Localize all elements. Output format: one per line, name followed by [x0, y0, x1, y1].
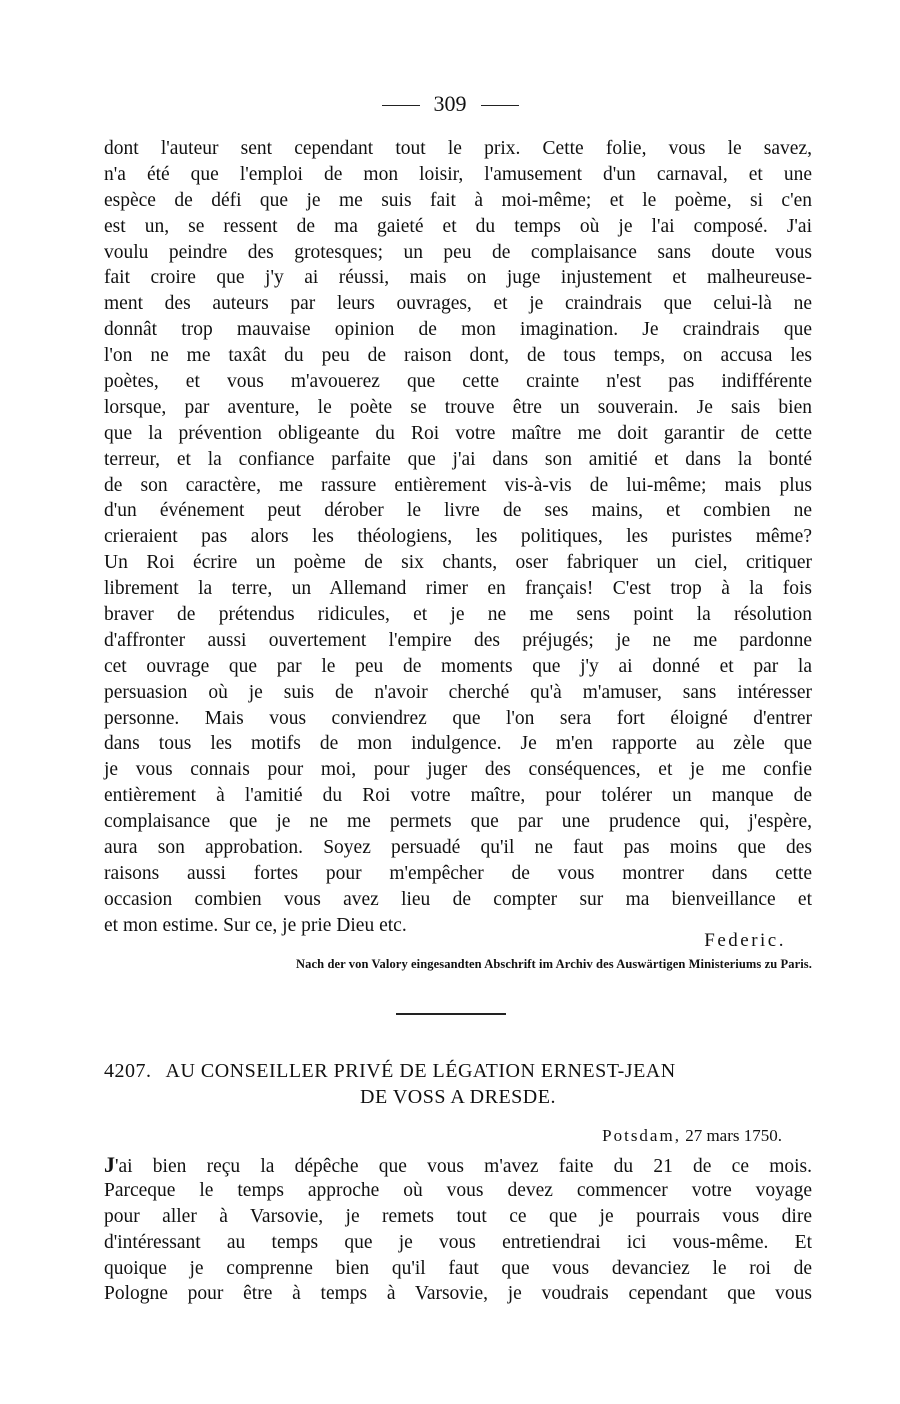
letter-4206-line: ment des auteurs par leurs ouvrages, et je craindrais que celui-là ne: [104, 293, 812, 315]
letter-4206-line: donnât trop mauvaise opinion de mon imagination. Je craindrais que: [104, 319, 812, 341]
first-line-text: 'ai bien reçu la dépêche que vous m'avez faite du 21 de ce mois.: [115, 1156, 812, 1177]
heading-line-2: DE VOSS A DRESDE.: [360, 1086, 556, 1108]
letter-4206-line: entièrement à l'amitié du Roi votre maître, pour tolérer un manque de: [104, 785, 812, 807]
letter-4207-heading: [104, 1058, 812, 1110]
letter-4207-line: Parceque le temps approche où vous devez commencer votre voyage: [104, 1179, 812, 1201]
letter-4206-line: et mon estime. Sur ce, je prie Dieu etc.: [104, 914, 407, 936]
letter-number: 4207.: [104, 1060, 152, 1082]
letter-4206-line: raisons aussi fortes pour m'empêcher de vous montrer dans cette: [104, 862, 812, 884]
page-number-value: 309: [433, 91, 467, 116]
letter-4206-line: terreur, et la confiance parfaite que j'ai dans son amitié et dans la bonté: [104, 448, 812, 470]
letter-4206-line: crieraient pas alors les théologiens, les politiques, les puristes même?: [104, 526, 812, 548]
letter-4206-line: est un, se ressent de ma gaieté et du temps où je l'ai composé. J'ai: [104, 215, 812, 237]
page-number: [0, 90, 900, 118]
page-number-left-dash: [382, 105, 420, 106]
letter-4206-line: d'un événement peut dérober le livre de ses mains, et combien ne: [104, 500, 812, 522]
letter-4206-line: que la prévention obligeante du Roi votre maître me doit garantir de cette: [104, 422, 812, 444]
letter-4206-line: fait croire que j'y ai réussi, mais on juge injustement et malheureuse-: [104, 267, 812, 289]
dateline-date: 27 mars 1750.: [685, 1126, 782, 1145]
letter-4206-line: d'affronter aussi ouvertement l'empire des préjugés; je ne me pardonne: [104, 629, 812, 651]
heading-line-1: AU CONSEILLER PRIVÉ DE LÉGATION ERNEST-JEAN: [165, 1060, 676, 1082]
letter-4206-line: lorsque, par aventure, le poète se trouve être un souverain. Je sais bien: [104, 396, 812, 418]
letter-4206-line: espèce de défi que je me suis fait à moi-même; et le poème, si c'en: [104, 189, 812, 211]
dateline-place: Potsdam,: [602, 1126, 681, 1145]
letter-4206-line: occasion combien vous avez lieu de compter sur ma bienveillance et: [104, 888, 812, 910]
letter-4206-line: voulu peindre des grotesques; un peu de complaisance sans doute vous: [104, 241, 812, 263]
letter-4207-line: d'intéressant au temps que je vous entretiendrai ici vous-même. Et: [104, 1231, 812, 1253]
letter-4206-line: personne. Mais vous conviendrez que l'on sera fort éloigné d'entrer: [104, 707, 812, 729]
signature-row: [104, 930, 812, 956]
letter-4207-line: quoique je comprenne bien qu'il faut que vous devanciez le roi de: [104, 1257, 812, 1279]
letter-4206-line: l'on ne me taxât du peu de raison dont, de tous temps, on accusa les: [104, 345, 812, 367]
signature: Federic.: [704, 930, 786, 951]
source-note: Nach der von Valory eingesandten Abschrift im Archiv des Auswärtigen Ministeriums zu Paris.: [296, 957, 812, 971]
letter-4206-body: [104, 136, 812, 939]
letter-4206-line: dont l'auteur sent cependant tout le prix. Cette folie, vous le savez,: [104, 138, 812, 159]
letter-4206-line: aura son approbation. Soyez persuadé qu'il ne faut pas moins que des: [104, 837, 812, 859]
letter-4206-line: braver de prétendus ridicules, et je ne me sens point la résolution: [104, 604, 812, 626]
dateline: [104, 1126, 782, 1146]
page-number-right-dash: [481, 105, 519, 106]
letter-4206-line: Un Roi écrire un poème de six chants, oser fabriquer un ciel, critiquer: [104, 552, 812, 574]
letter-4206-line: je vous connais pour moi, pour juger des conséquences, et je me confie: [104, 759, 812, 781]
section-separator: [396, 1013, 506, 1015]
letter-4206-line: complaisance que je ne me permets que par une prudence qui, j'espère,: [104, 811, 812, 833]
letter-4206-line: de son caractère, me rassure entièrement vis-à-vis de lui-même; mais plus: [104, 474, 812, 496]
letter-4206-line: librement la terre, un Allemand rimer en français! C'est trop à la fois: [104, 578, 812, 600]
letter-4206-line: persuasion où je suis de n'avoir cherché qu'à m'amuser, sans intéresser: [104, 681, 812, 703]
letter-4206-line: dans tous les motifs de mon indulgence. Je m'en rapporte au zèle que: [104, 733, 812, 755]
letter-4207-body: [104, 1152, 812, 1307]
drop-cap: J: [104, 1152, 115, 1177]
letter-4206-line: n'a été que l'emploi de mon loisir, l'amusement d'un carnaval, et une: [104, 163, 812, 185]
letter-4206-line: poètes, et vous m'avouerez que cette crainte n'est pas indifférente: [104, 371, 812, 393]
letter-4206-line: cet ouvrage que par le peu de moments que j'y ai donné et par la: [104, 655, 812, 677]
letter-4207-line: pour aller à Varsovie, je remets tout ce que je pourrais vous dire: [104, 1205, 812, 1227]
letter-4207-first-line: [104, 1152, 812, 1178]
letter-4207-line: Pologne pour être à temps à Varsovie, je voudrais cependant que vous: [104, 1283, 812, 1305]
